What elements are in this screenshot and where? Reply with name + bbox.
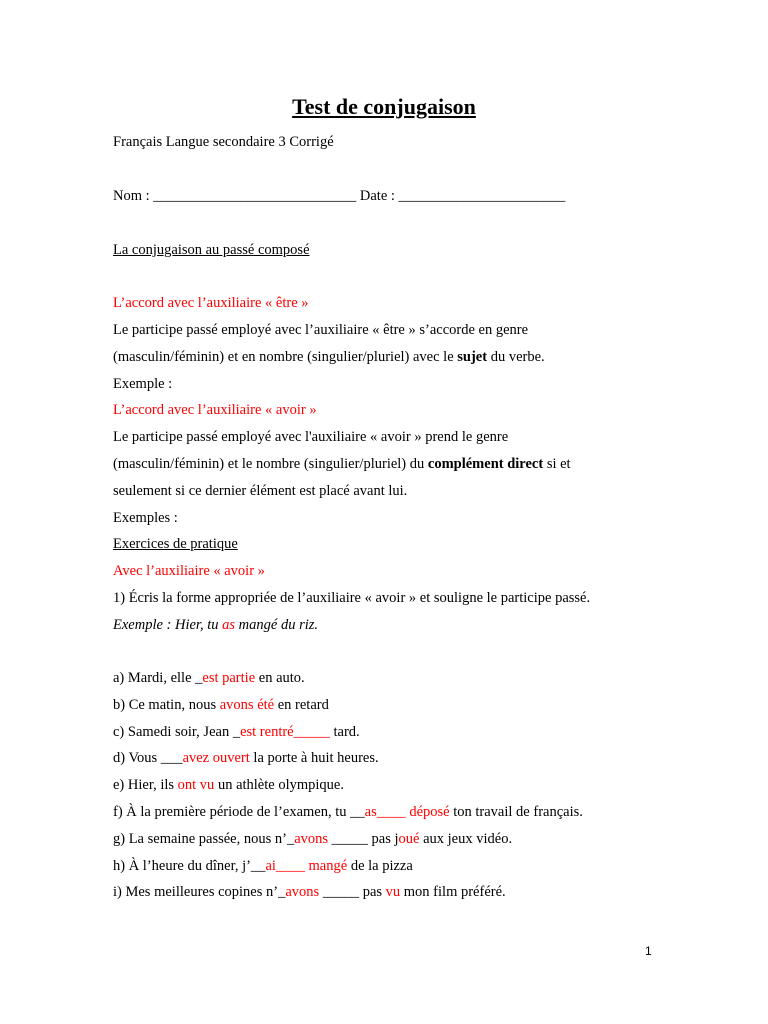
exercise-text: b) Ce matin, nous bbox=[113, 697, 220, 713]
exercise-text: ton travail de français. bbox=[449, 804, 583, 820]
exercise-item bbox=[113, 856, 413, 876]
exercise-answer: avez ouvert bbox=[182, 750, 250, 766]
etre-p2-bold: sujet bbox=[457, 349, 488, 365]
exercise-answer: est partie bbox=[202, 670, 256, 686]
exercise-text: en auto. bbox=[255, 670, 305, 686]
subtitle: Français Langue secondaire 3 Corrigé bbox=[113, 134, 334, 150]
exercise-text: e) Hier, ils bbox=[113, 777, 178, 793]
etre-paragraph-line-1: Le participe passé employé avec l’auxiliaire « être » s’accorde en genre bbox=[113, 322, 529, 338]
exercise-text: mon film préféré. bbox=[400, 884, 506, 900]
exercise-answer: est rentré_____ bbox=[240, 724, 330, 740]
etre-heading: L’accord avec l’auxiliaire « être » bbox=[113, 295, 309, 311]
exercise-text: a) Mardi, elle _ bbox=[113, 670, 203, 686]
exercise-item bbox=[113, 829, 512, 849]
practice-title: Exercices de pratique bbox=[113, 536, 238, 552]
exercise-answer: avons été bbox=[219, 697, 275, 713]
avoir-paragraph-line-3: seulement si ce dernier élément est placé avant lui. bbox=[113, 483, 408, 499]
exercise-text: tard. bbox=[329, 724, 360, 740]
exercise-answer: as____ déposé bbox=[364, 804, 450, 820]
practice-instruction: 1) Écris la forme appropriée de l’auxiliaire « avoir » et souligne le participe passé. bbox=[113, 590, 591, 606]
exercise-text: de la pizza bbox=[347, 858, 413, 874]
example-end: mangé du riz. bbox=[235, 617, 319, 633]
exercise-text: f) À la première période de l’examen, tu __ bbox=[113, 804, 365, 820]
exercise-answer: ont vu bbox=[177, 777, 215, 793]
etre-p2-end: du verbe. bbox=[487, 349, 545, 365]
practice-heading: Avec l’auxiliaire « avoir » bbox=[113, 563, 265, 579]
avoir-heading: L’accord avec l’auxiliaire « avoir » bbox=[113, 402, 317, 418]
exercise-text: un athlète olympique. bbox=[214, 777, 344, 793]
exercise-answer: vu bbox=[385, 884, 401, 900]
exercise-answer: oué bbox=[398, 831, 420, 847]
practice-example bbox=[113, 615, 318, 635]
exercise-item bbox=[113, 695, 329, 715]
nom-date-line: Nom : ____________________________ Date : _______________________ bbox=[113, 188, 566, 204]
section-title: La conjugaison au passé composé bbox=[113, 242, 310, 258]
etre-paragraph-line-2 bbox=[113, 347, 545, 367]
example-answer: as bbox=[222, 617, 236, 633]
exercise-text: _____ pas bbox=[319, 884, 386, 900]
exercise-item bbox=[113, 748, 379, 768]
exercise-text: d) Vous ___ bbox=[113, 750, 183, 766]
exercise-text: en retard bbox=[274, 697, 329, 713]
avoir-examples-label: Exemples : bbox=[113, 510, 178, 526]
page-number: 1 bbox=[645, 944, 652, 958]
exercise-text: i) Mes meilleures copines n’_ bbox=[113, 884, 286, 900]
exercise-answer: ai____ mangé bbox=[265, 858, 348, 874]
exercise-text: la porte à huit heures. bbox=[249, 750, 379, 766]
avoir-p2-end: si et bbox=[543, 456, 571, 472]
exercise-item bbox=[113, 882, 506, 902]
exercise-text: h) À l’heure du dîner, j’__ bbox=[113, 858, 266, 874]
exercise-item bbox=[113, 802, 583, 822]
avoir-p2-text: (masculin/féminin) et le nombre (singulier/pluriel) du bbox=[113, 456, 428, 472]
example-text: Exemple : Hier, tu bbox=[113, 617, 223, 633]
exercise-answer: avons bbox=[285, 884, 320, 900]
exercise-text: _____ pas j bbox=[328, 831, 399, 847]
avoir-p2-bold: complément direct bbox=[427, 456, 544, 472]
etre-example-label: Exemple : bbox=[113, 376, 173, 392]
exercise-item bbox=[113, 775, 344, 795]
exercise-text: c) Samedi soir, Jean _ bbox=[113, 724, 241, 740]
exercise-item bbox=[113, 722, 360, 742]
exercise-text: aux jeux vidéo. bbox=[419, 831, 513, 847]
exercise-item bbox=[113, 668, 305, 688]
avoir-paragraph-line-2 bbox=[113, 454, 571, 474]
exercise-answer: avons bbox=[294, 831, 329, 847]
etre-p2-text: (masculin/féminin) et en nombre (singulier/pluriel) avec le bbox=[113, 349, 458, 365]
avoir-paragraph-line-1: Le participe passé employé avec l'auxiliaire « avoir » prend le genre bbox=[113, 429, 509, 445]
page-title: Test de conjugaison bbox=[292, 94, 476, 119]
exercise-text: g) La semaine passée, nous n’_ bbox=[113, 831, 295, 847]
